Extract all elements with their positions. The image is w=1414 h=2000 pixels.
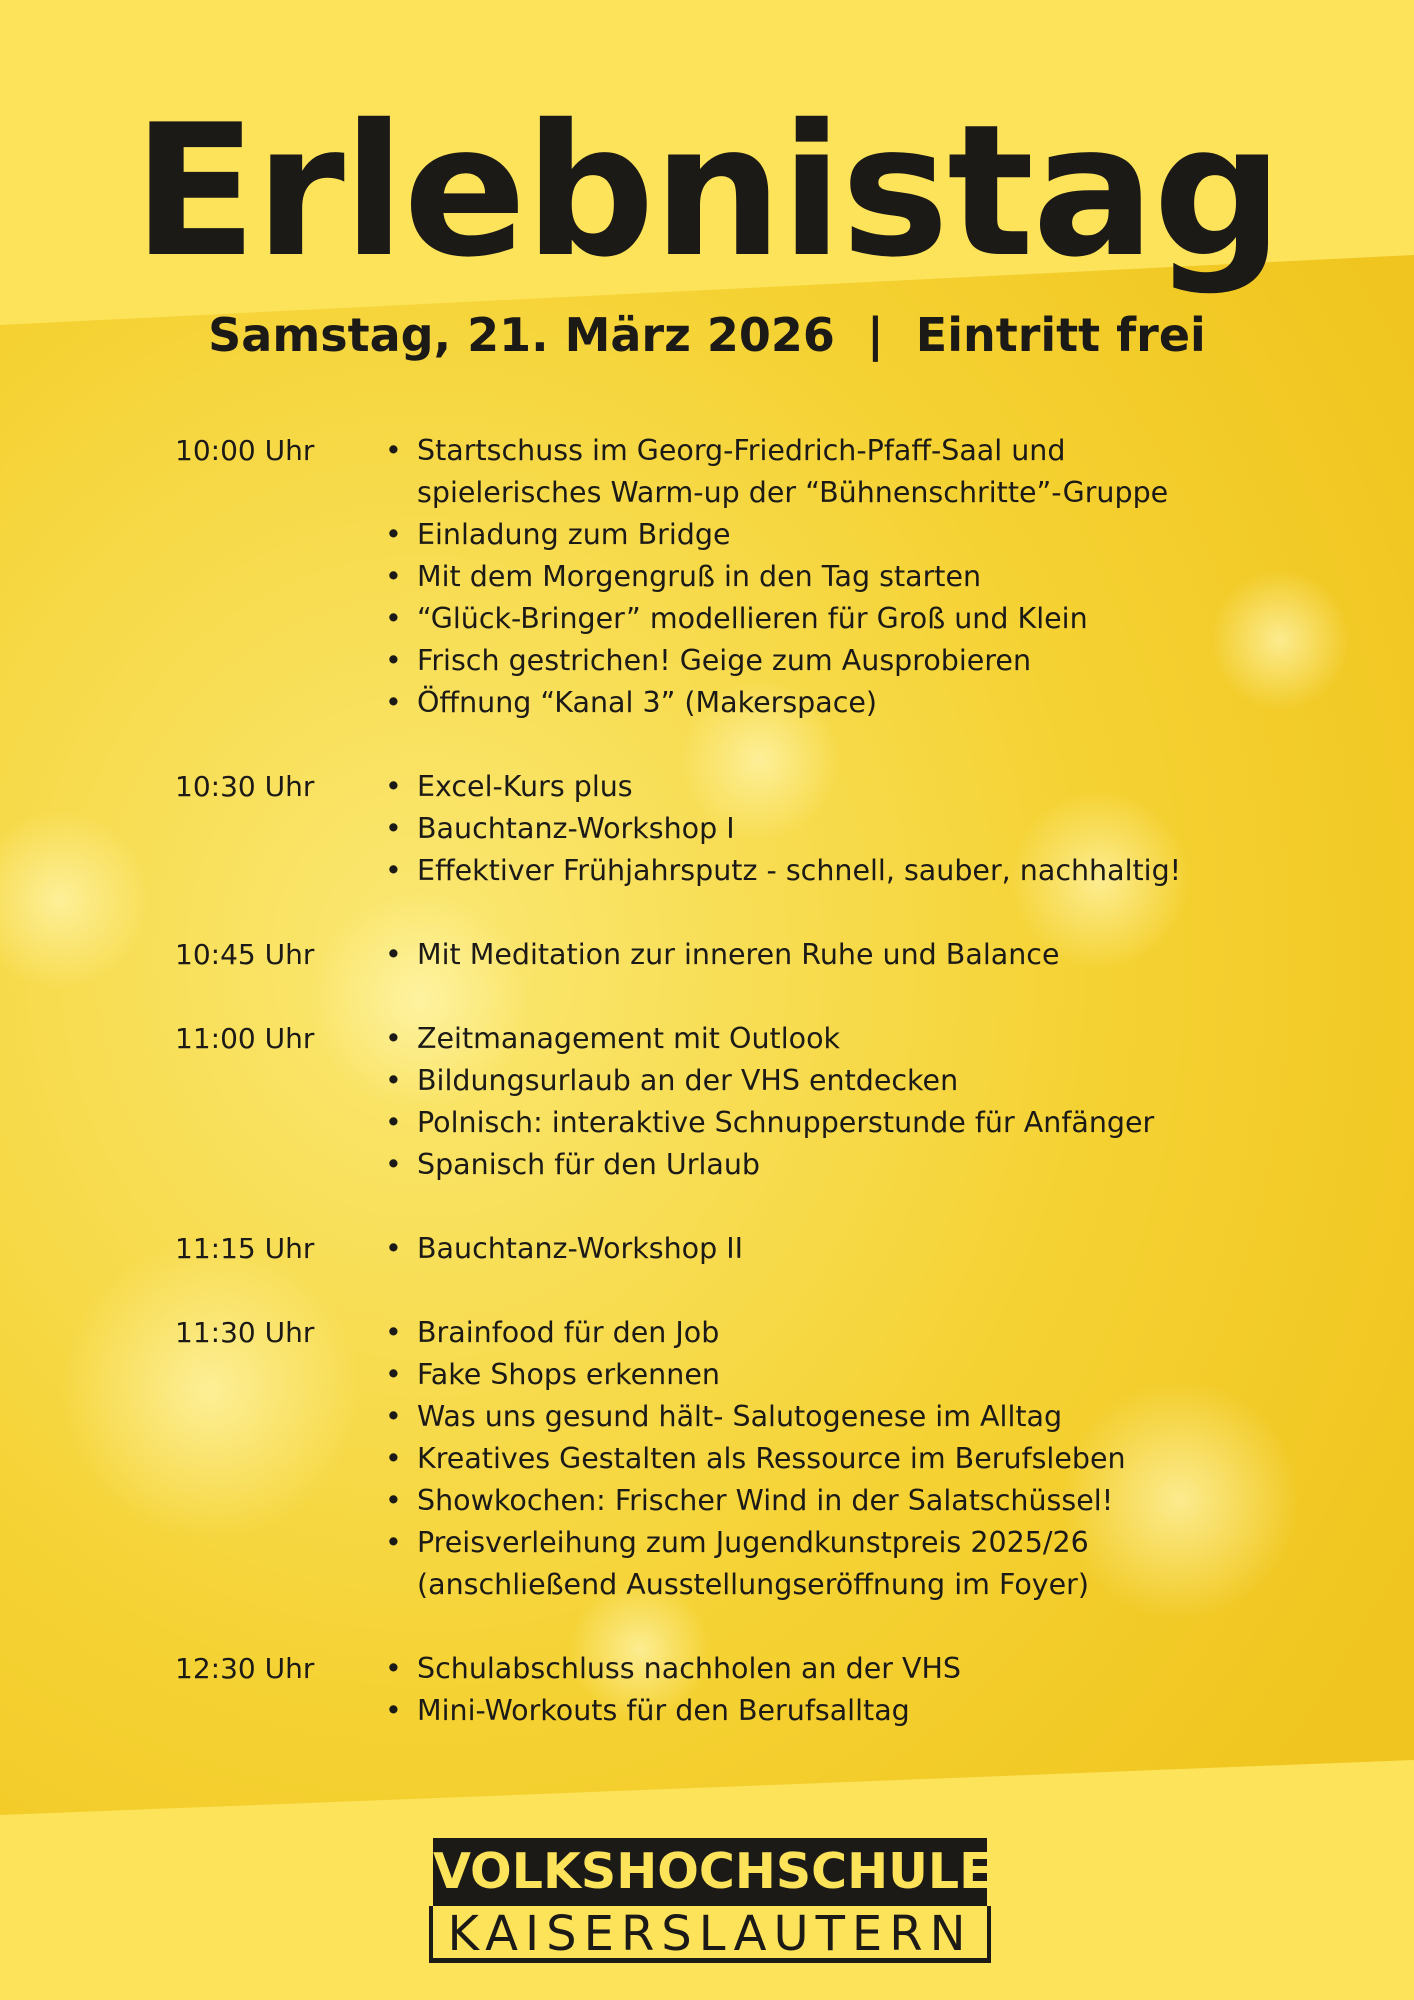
slot-items xyxy=(385,766,1295,892)
list-item: • Showkochen: Frischer Wind in der Salatschüssel! xyxy=(385,1480,1295,1522)
list-item: • Brainfood für den Job xyxy=(385,1312,1295,1354)
slot-time: 12:30 Uhr xyxy=(175,1652,315,1685)
slot-time: 10:45 Uhr xyxy=(175,938,315,971)
list-item: • Mit Meditation zur inneren Ruhe und Balance xyxy=(385,934,1295,976)
list-item: • Bildungsurlaub an der VHS entdecken xyxy=(385,1060,1295,1102)
schedule-slot xyxy=(175,934,1295,976)
schedule-slot xyxy=(175,1018,1295,1186)
slot-time: 10:00 Uhr xyxy=(175,434,315,467)
page-subtitle: Samstag, 21. März 2026 | Eintritt frei xyxy=(208,308,1206,362)
list-item: • Fake Shops erkennen xyxy=(385,1354,1295,1396)
slot-items xyxy=(385,934,1295,976)
list-item: • Schulabschluss nachholen an der VHS xyxy=(385,1648,1295,1690)
slot-items xyxy=(385,1228,1295,1270)
slot-items xyxy=(385,1648,1295,1732)
slot-items xyxy=(385,430,1295,724)
list-item: • Bauchtanz-Workshop I xyxy=(385,808,1295,850)
slot-time: 11:00 Uhr xyxy=(175,1022,315,1055)
schedule-slot xyxy=(175,430,1295,724)
list-item: • Polnisch: interaktive Schnupperstunde für Anfänger xyxy=(385,1102,1295,1144)
list-item: • Mit dem Morgengruß in den Tag starten xyxy=(385,556,1295,598)
list-item: (anschließend Ausstellungseröffnung im Foyer) xyxy=(417,1568,1089,1601)
schedule-slot xyxy=(175,1648,1295,1732)
list-item: spielerisches Warm-up der “Bühnenschritte”-Gruppe xyxy=(417,476,1169,509)
schedule xyxy=(175,430,1295,1774)
slot-time: 10:30 Uhr xyxy=(175,770,315,803)
list-item: • Öffnung “Kanal 3” (Makerspace) xyxy=(385,682,1295,724)
slot-time: 11:15 Uhr xyxy=(175,1232,315,1265)
schedule-slot xyxy=(175,1228,1295,1270)
list-item: • Mini-Workouts für den Berufsalltag xyxy=(385,1690,1295,1732)
list-item: • Kreatives Gestalten als Ressource im Berufsleben xyxy=(385,1438,1295,1480)
list-item: • Excel-Kurs plus xyxy=(385,766,1295,808)
list-item: • “Glück-Bringer” modellieren für Groß und Klein xyxy=(385,598,1295,640)
logo-line-1: VOLKSHOCHSCHULE xyxy=(433,1838,987,1906)
list-item: • Effektiver Frühjahrsputz - schnell, sauber, nachhaltig! xyxy=(385,850,1295,892)
logo-line-2: KAISERSLAUTERN xyxy=(429,1906,991,1963)
list-item: • Zeitmanagement mit Outlook xyxy=(385,1018,1295,1060)
list-item: • Preisverleihung zum Jugendkunstpreis 2025/26 xyxy=(385,1522,1295,1564)
list-item: • Bauchtanz-Workshop II xyxy=(385,1228,1295,1270)
list-item: • Was uns gesund hält- Salutogenese im Alltag xyxy=(385,1396,1295,1438)
vhs-logo xyxy=(433,1838,993,1963)
slot-items xyxy=(385,1312,1295,1606)
page-title: Erlebnistag xyxy=(132,85,1282,297)
slot-items xyxy=(385,1018,1295,1186)
list-item: • Spanisch für den Urlaub xyxy=(385,1144,1295,1186)
schedule-slot xyxy=(175,1312,1295,1606)
list-item: • Frisch gestrichen! Geige zum Ausprobieren xyxy=(385,640,1295,682)
schedule-slot xyxy=(175,766,1295,892)
list-item: • Einladung zum Bridge xyxy=(385,514,1295,556)
slot-time: 11:30 Uhr xyxy=(175,1316,315,1349)
list-item: • Startschuss im Georg-Friedrich-Pfaff-Saal und xyxy=(385,430,1295,472)
